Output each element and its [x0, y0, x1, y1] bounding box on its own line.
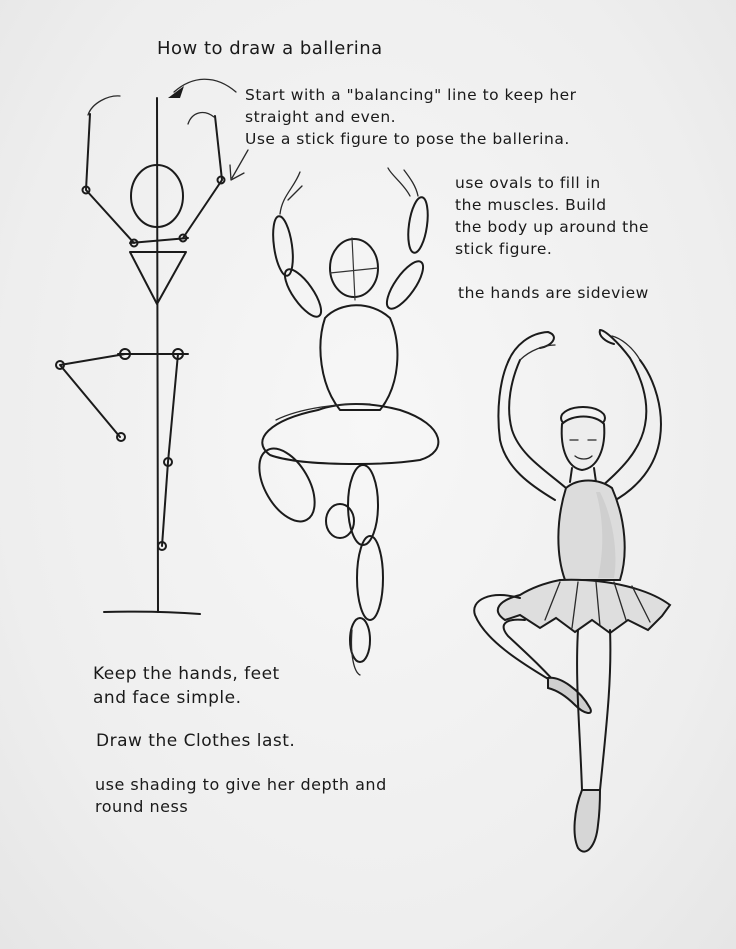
- arrow-balancing-icon: [168, 79, 236, 98]
- oval-muscles-drawing: [248, 168, 438, 675]
- step-text-line: and face simple.: [93, 688, 242, 708]
- step-hands-sideview: the hands are sideview: [458, 284, 649, 302]
- step-text-line: the muscles. Build: [455, 196, 607, 214]
- arrow-arms-icon: [230, 150, 248, 180]
- step-text-line: Use a stick figure to pose the ballerina.: [245, 130, 570, 148]
- step-text-line: Keep the hands, feet: [93, 664, 280, 684]
- page-title: How to draw a ballerina: [157, 38, 383, 59]
- step-text-line: use shading to give her depth and: [95, 775, 387, 794]
- finished-ballerina-drawing: [474, 330, 670, 852]
- step-clothes-last: Draw the Clothes last.: [96, 731, 296, 751]
- step-text-line: stick figure.: [455, 240, 553, 258]
- stick-figure-drawing: [56, 96, 225, 614]
- step-text-line: Start with a "balancing" line to keep her: [245, 86, 577, 104]
- step-text-line: use ovals to fill in: [455, 174, 601, 192]
- step-text-line: the body up around the: [455, 218, 650, 236]
- step-text-line: round ness: [95, 797, 189, 816]
- step-text-line: straight and even.: [245, 108, 397, 126]
